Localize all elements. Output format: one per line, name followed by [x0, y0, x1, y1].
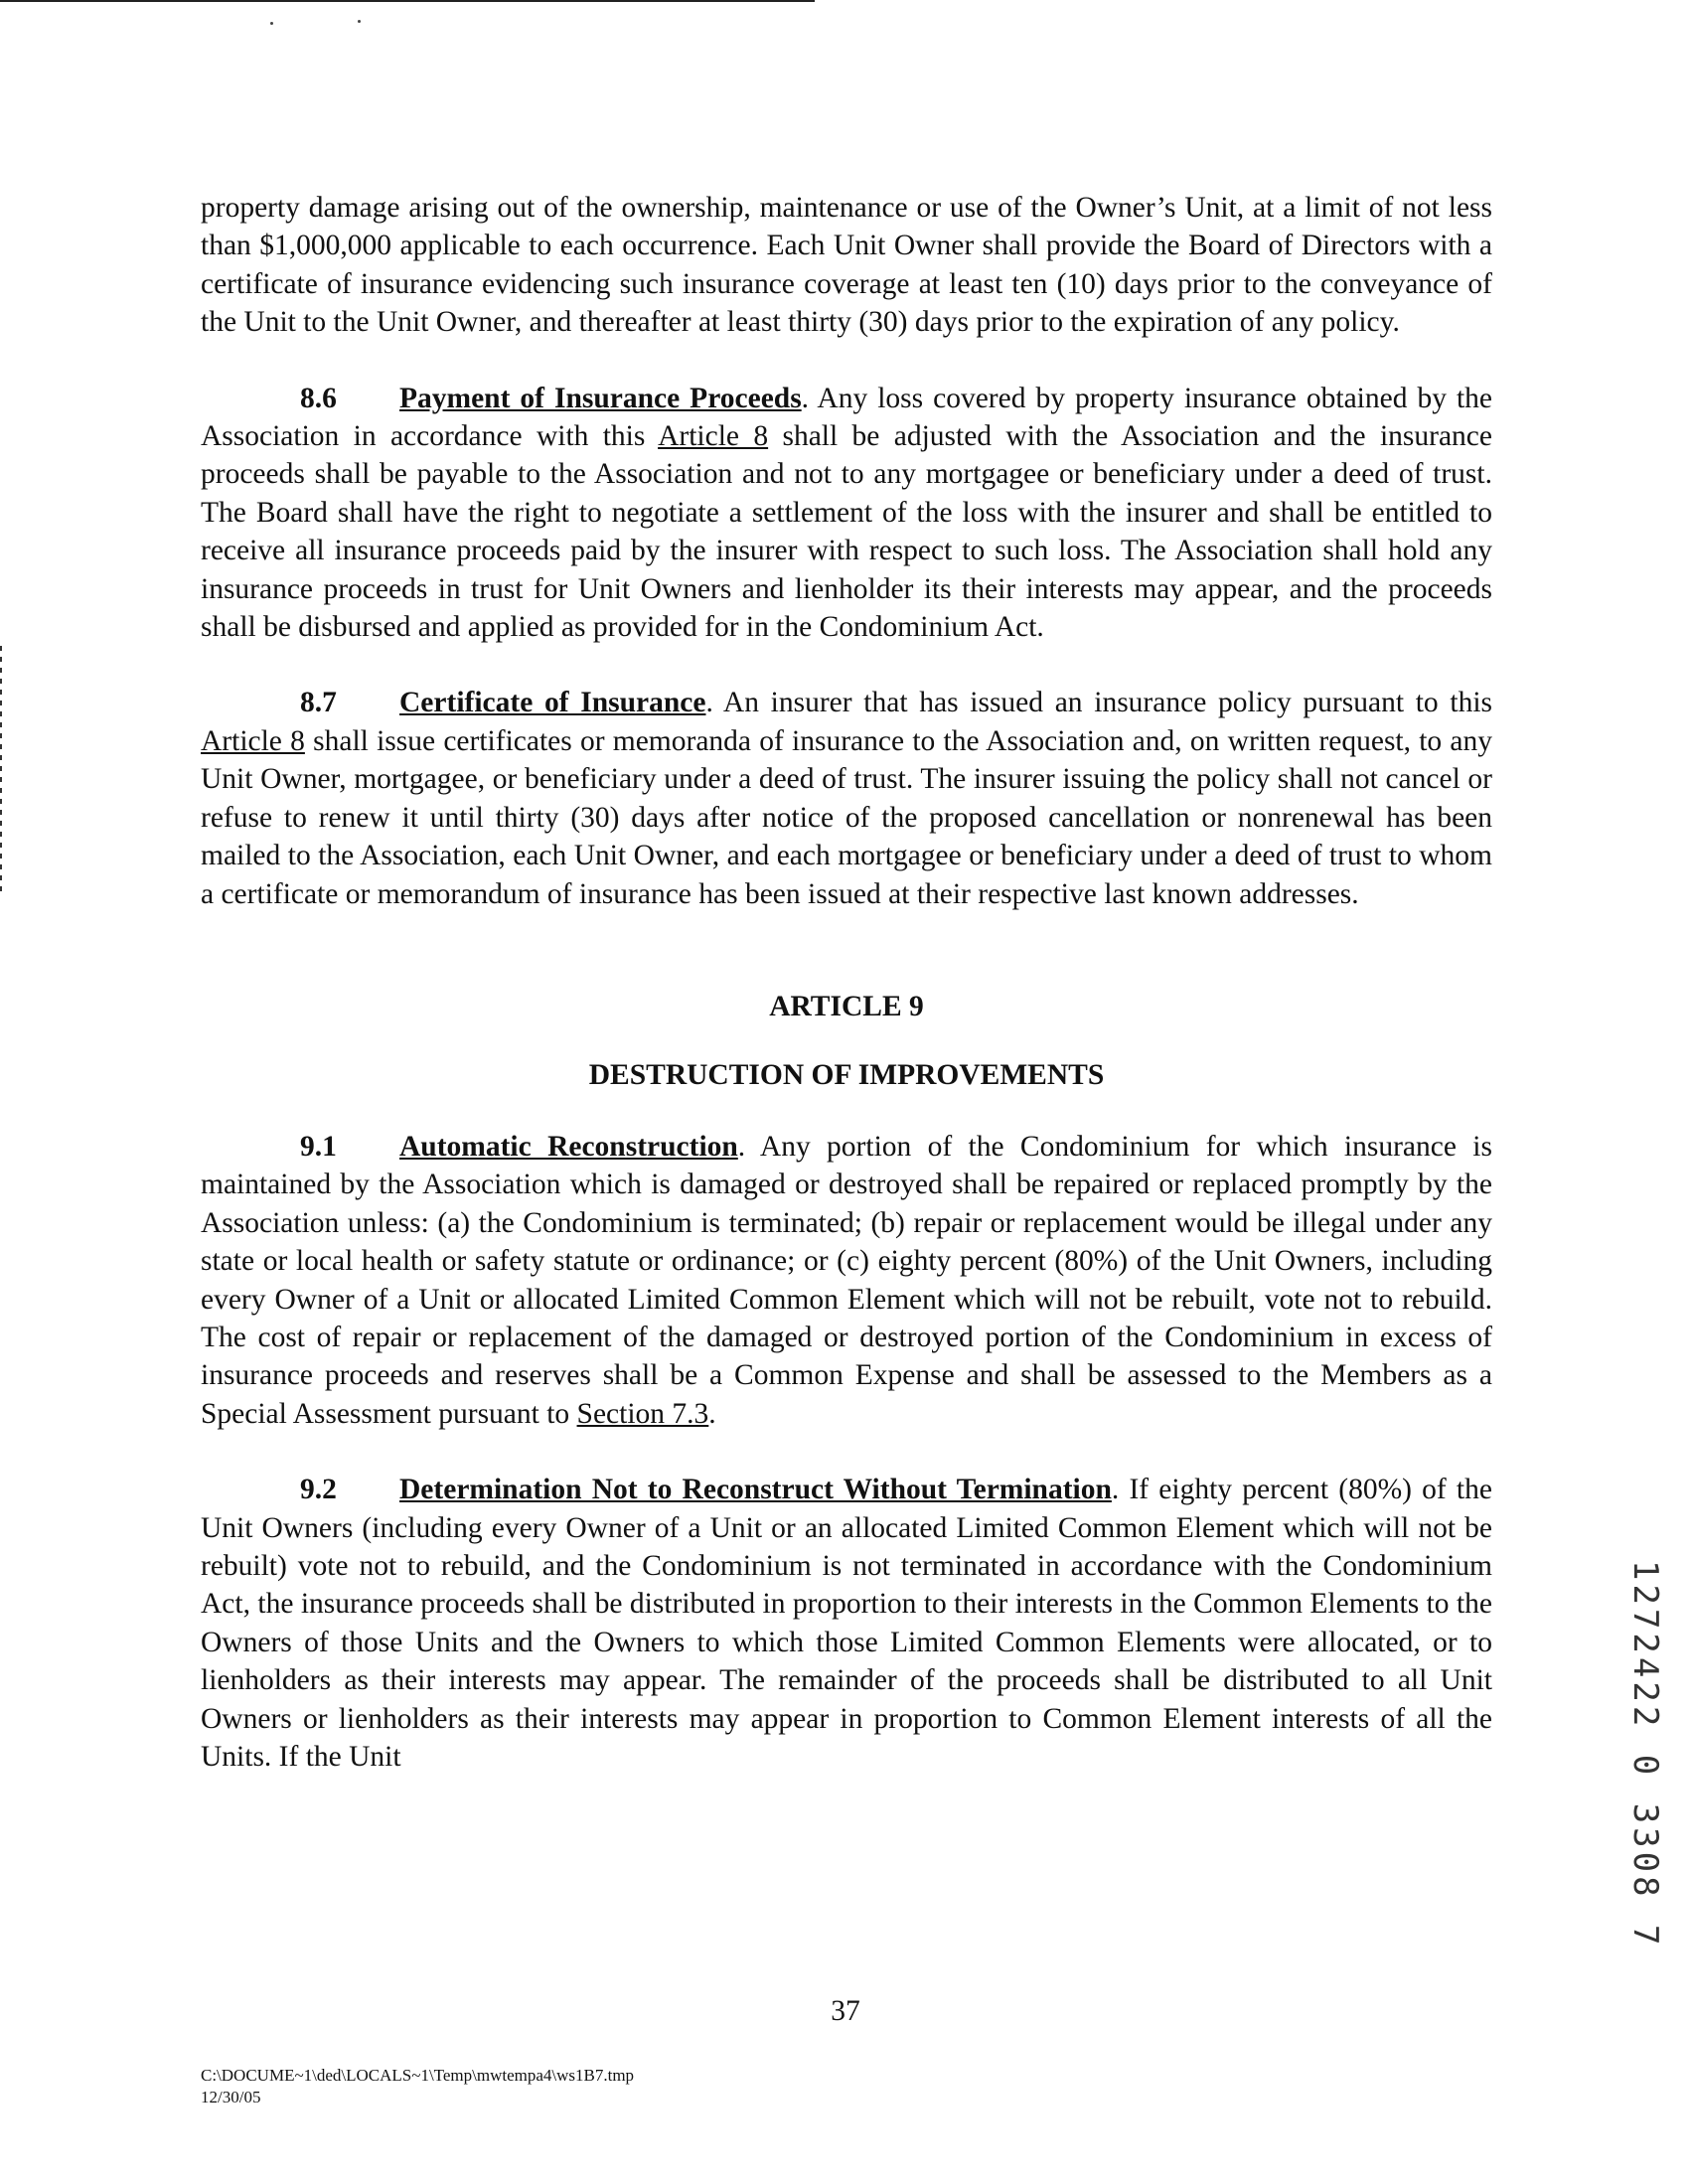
recording-stamp-number: 1272422 0 3308 7: [1625, 1560, 1665, 1950]
article-title: DESTRUCTION OF IMPROVEMENTS: [588, 1058, 1105, 1091]
footer-date: 12/30/05: [201, 2088, 261, 2106]
scan-speck: [358, 20, 361, 23]
cross-reference: Article 8: [658, 420, 769, 453]
scan-edge-mark: [0, 646, 2, 894]
section-number: 8.7: [300, 687, 337, 719]
scan-speck: [270, 22, 273, 25]
section-number: 9.2: [300, 1474, 337, 1506]
section-8-6: 8.6 Payment of Insurance Proceeds. Any loss covered by property insurance obtained by the Association in accordance with this Article 8 shall be adjusted with the Association and the insurance proceeds shall be payable to the Association and not to any mortgagee or beneficiary under a deed of trust. The Board shall have the right to negotiate a settlement of the loss with the insurer and shall be entitled to receive all insurance proceeds paid by the insurer with respect to such loss. The Association shall hold any insurance proceeds in trust for Unit Owners and lienholder its their interests may appear, and the proceeds shall be disbursed and applied as provided for in the Condominium Act.: [201, 380, 1492, 647]
paragraph-continuation: property damage arising out of the ownership, maintenance or use of the Owner’s Unit, at a limit of not less than $1,000,000 applicable to each occurrence. Each Unit Owner shall provide the Board of Directors with a certificate of insurance evidencing such insurance coverage at least ten (10) days prior to the conveyance of the Unit to the Unit Owner, and thereafter at least thirty (30) days prior to the expiration of any policy.: [201, 192, 1492, 339]
page-number: 37: [831, 1995, 860, 2027]
cross-reference: Article 8: [201, 724, 305, 757]
section-number: 8.6: [300, 382, 337, 414]
article-label: ARTICLE 9: [769, 990, 924, 1022]
file-path-footer: [201, 2065, 634, 2108]
section-9-2: 9.2 Determination Not to Reconstruct Without Termination. If eighty percent (80%) of the Unit Owners (including every Owner of a Unit or an allocated Limited Common Element which will not be rebuilt) vote not to rebuild, and the Condominium is not terminated in accordance with the Condominium Act, the insurance proceeds shall be distributed in proportion to their interests in the Common Elements to the Owners of those Units and the Owners to which those Limited Common Elements were allocated, or to lienholders as their interests may appear. The remainder of the proceeds shall be distributed to all Unit Owners or lienholders as their interests may appear in proportion to Common Element interests of all the Units. If the Unit: [201, 1471, 1492, 1776]
section-heading: Automatic Reconstruction: [399, 1130, 738, 1163]
recording-stamp: [1612, 1560, 1671, 1950]
section-heading: Determination Not to Reconstruct Without Termination: [399, 1474, 1112, 1506]
footer-path: C:\DOCUME~1\ded\LOCALS~1\Temp\mwtempa4\ws1B7.tmp: [201, 2066, 635, 2085]
section-heading: Certificate of Insurance: [399, 687, 706, 719]
document-body: [201, 189, 1492, 1776]
section-9-1: 9.1 Automatic Reconstruction. Any portion of the Condominium for which insurance is maintained by the Association which is damaged or destroyed shall be repaired or replaced promptly by the Association unless: (a) the Condominium is terminated; (b) repair or replacement would be illegal under any state or local health or safety statute or ordinance; or (c) eighty percent (80%) of the Unit Owners, including every Owner of a Unit or allocated Limited Common Element which will not be rebuilt, vote not to rebuild. The cost of repair or replacement of the damaged or destroyed portion of the Condominium in excess of insurance proceeds and reserves shall be a Common Expense and shall be assessed to the Members as a Special Assessment pursuant to Section 7.3.: [201, 1128, 1492, 1433]
page-top-rule: [0, 0, 815, 2]
section-number: 9.1: [300, 1130, 337, 1163]
section-heading: Payment of Insurance Proceeds: [399, 382, 802, 414]
cross-reference: Section 7.3: [576, 1397, 709, 1430]
section-8-7: 8.7 Certificate of Insurance. An insurer that has issued an insurance policy pursuant to this Article 8 shall issue certificates or memoranda of insurance to the Association and, on written request, to any Unit Owner, mortgagee, or beneficiary under a deed of trust. The insurer issuing the policy shall not cancel or refuse to renew it until thirty (30) days after notice of the proposed cancellation or nonrenewal has been mailed to the Association, each Unit Owner, and each mortgagee or beneficiary under a deed of trust to whom a certificate or memorandum of insurance has been issued at their respective last known addresses.: [201, 684, 1492, 912]
